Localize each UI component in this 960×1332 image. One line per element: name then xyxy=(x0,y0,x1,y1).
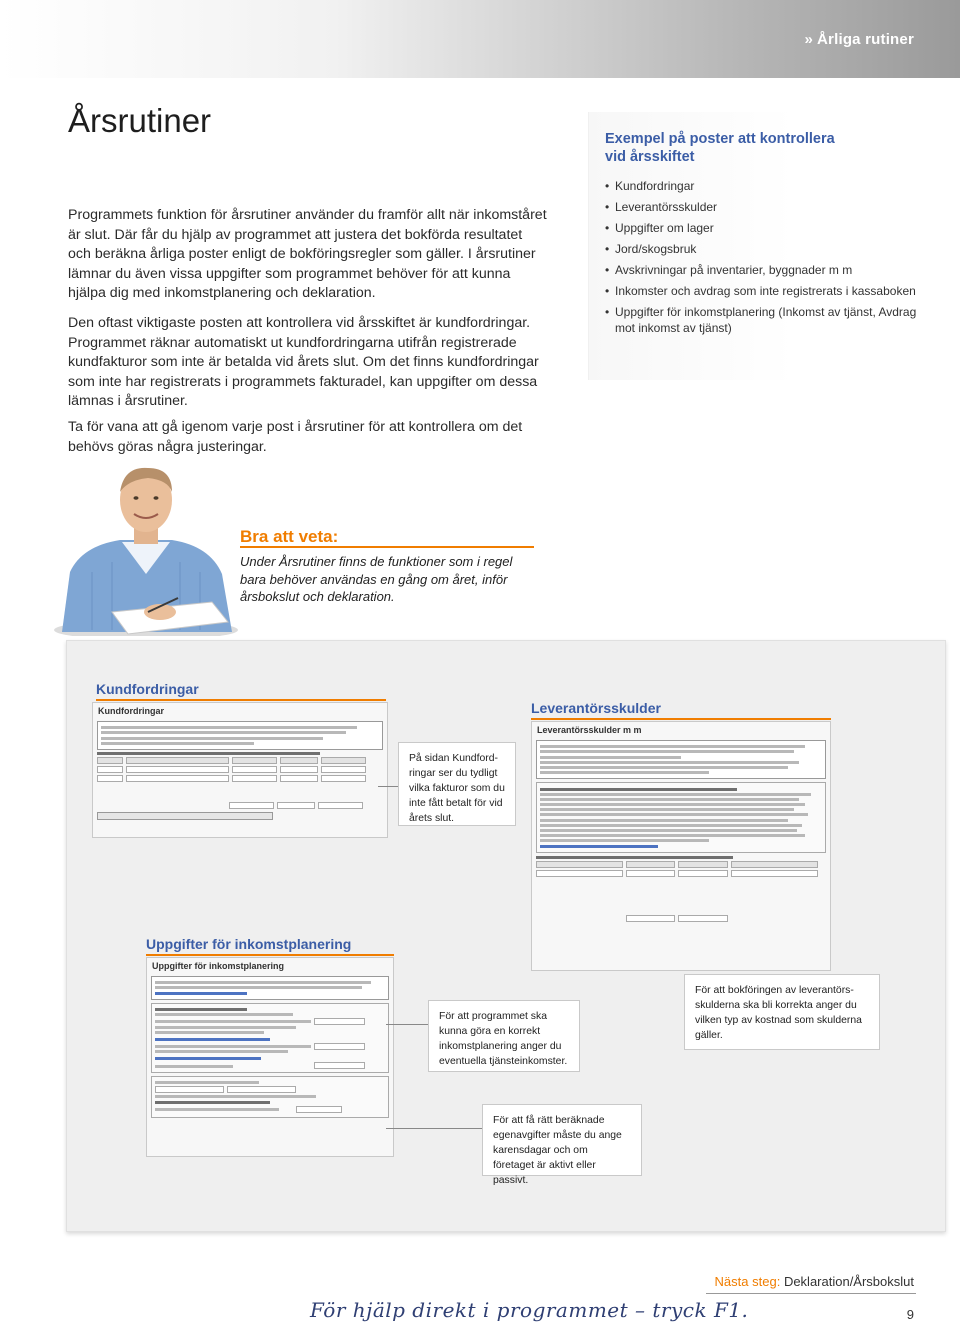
kundfordringar-window-title: Kundfordringar xyxy=(98,706,164,716)
person-illustration xyxy=(52,462,240,636)
double-chevron-icon: » xyxy=(804,31,814,48)
page-number: 9 xyxy=(906,1307,914,1322)
table-row xyxy=(536,870,826,877)
kundfordringar-paragraph: Den oftast viktigaste posten att kontrollera vid årsskiftet är kundfordringar. Programmet räknar automatiskt ut kundfordringarna utifrån registrerade kundfakturor som inte är betalda vid årets slut. Om det finns kundfordringar som inte har registrerats i programmets fakturadel, kan uppgifter om dessa lämnas i årsrutiner. xyxy=(68,315,539,410)
sidebox-title: Exempel på poster att kontrollera vid årsskiftet xyxy=(605,131,835,165)
tip-text: Under Årsrutiner finns de funktioner som i regel bara behöver användas en gång om året, inför årsbokslut och deklaration. xyxy=(240,554,513,604)
list-item: • Uppgifter om lager xyxy=(605,221,925,237)
page-title: Årsrutiner xyxy=(68,102,212,139)
kundfordringar-callout xyxy=(398,742,516,826)
inkomstplanering-callout xyxy=(428,1000,580,1072)
sidebox-list xyxy=(605,179,925,342)
leverantorsskulder-screenshot xyxy=(531,721,831,971)
callout-leader xyxy=(386,1128,482,1129)
table-row xyxy=(97,766,383,773)
table-row xyxy=(97,775,383,782)
intro-paragraph: Programmets funktion för årsrutiner använder du framför allt när inkomståret är slut. Där får du hjälp av programmet att justera det bokförda resultatet och beräkna årliga poster enligt de bokföringsregler som gäller. I årsrutiner lämnar du även vissa uppgifter som programmet behöver för att kunna hjälpa dig med inkomstplanering och deklaration. xyxy=(68,207,547,302)
list-item: • Kundfordringar xyxy=(605,179,925,195)
kundfordringar-label: Kundfordringar xyxy=(96,681,199,697)
egenavgifter-callout xyxy=(482,1104,642,1186)
leverantorsskulder-callout xyxy=(684,974,880,1050)
kundfordringar-screenshot xyxy=(92,702,388,838)
callout-text: För att få rätt beräknade egenavgifter måste du ange karensdagar och om företaget är aktivt eller passivt. xyxy=(493,1115,622,1186)
leverantorsskulder-window-title: Leverantörsskulder m m xyxy=(537,725,642,735)
info-group xyxy=(536,782,826,852)
inkomstplanering-screenshot xyxy=(146,957,394,1157)
advice-paragraph: Ta för vana att gå igenom varje post i årsrutiner för att kontrollera om det behövs göras några justeringar. xyxy=(68,419,523,455)
examples-sidebox xyxy=(588,112,930,380)
list-item: • Leverantörsskulder xyxy=(605,200,925,216)
leverantorsskulder-rule xyxy=(531,718,831,720)
tip-divider xyxy=(240,546,534,548)
callout-text: För att bokföringen av leverantörsskulderna ska bli korrekta anger du vilken typ av kostnad som skulderna gäller. xyxy=(695,985,862,1041)
info-box xyxy=(97,721,383,750)
callout-text: På sidan Kundfordringar ser du tydligt vilka fakturor som du inte fått betalt för vid årets slut. xyxy=(409,753,505,824)
inkomstplanering-rule xyxy=(146,954,394,956)
list-item: • Uppgifter för inkomstplanering (Inkomst av tjänst, Avdrag mot inkomst av tjänst) xyxy=(605,305,925,336)
callout-text: För att programmet ska kunna göra en korrekt inkomstplanering anger du eventuella tjänsteinkomster. xyxy=(439,1011,568,1067)
table-header xyxy=(536,861,826,868)
section-title xyxy=(804,31,914,48)
table-header xyxy=(97,757,383,764)
inkomstplanering-label: Uppgifter för inkomstplanering xyxy=(146,936,352,952)
inkomstplanering-window-title: Uppgifter för inkomstplanering xyxy=(152,961,285,971)
callout-leader xyxy=(386,1024,428,1025)
table-sum-row xyxy=(536,915,826,922)
list-item: • Jord/skogsbruk xyxy=(605,242,925,258)
next-step-target: Deklaration/Årsbokslut xyxy=(783,1274,914,1289)
help-hint: För hjälp direkt i programmet – tryck F1. xyxy=(310,1298,749,1322)
tip-title: Bra att veta: xyxy=(240,527,339,546)
income-group xyxy=(151,1003,389,1073)
section-title-text: Årliga rutiner xyxy=(817,31,914,48)
list-item: • Avskrivningar på inventarier, byggnader m m xyxy=(605,263,925,279)
footer-divider xyxy=(706,1293,916,1294)
next-step[interactable] xyxy=(715,1274,914,1289)
kundfordringar-register-button[interactable] xyxy=(97,812,273,820)
list-item: • Inkomster och avdrag som inte registrerats i kassaboken xyxy=(605,284,925,300)
callout-leader xyxy=(378,786,400,787)
next-step-label: Nästa steg: xyxy=(714,1274,781,1289)
header-bar xyxy=(0,0,960,78)
table-sum-row xyxy=(97,802,383,809)
leverantorsskulder-label: Leverantörsskulder xyxy=(531,700,661,716)
kundfordringar-rule xyxy=(96,699,386,701)
egenavgift-group xyxy=(151,1076,389,1118)
